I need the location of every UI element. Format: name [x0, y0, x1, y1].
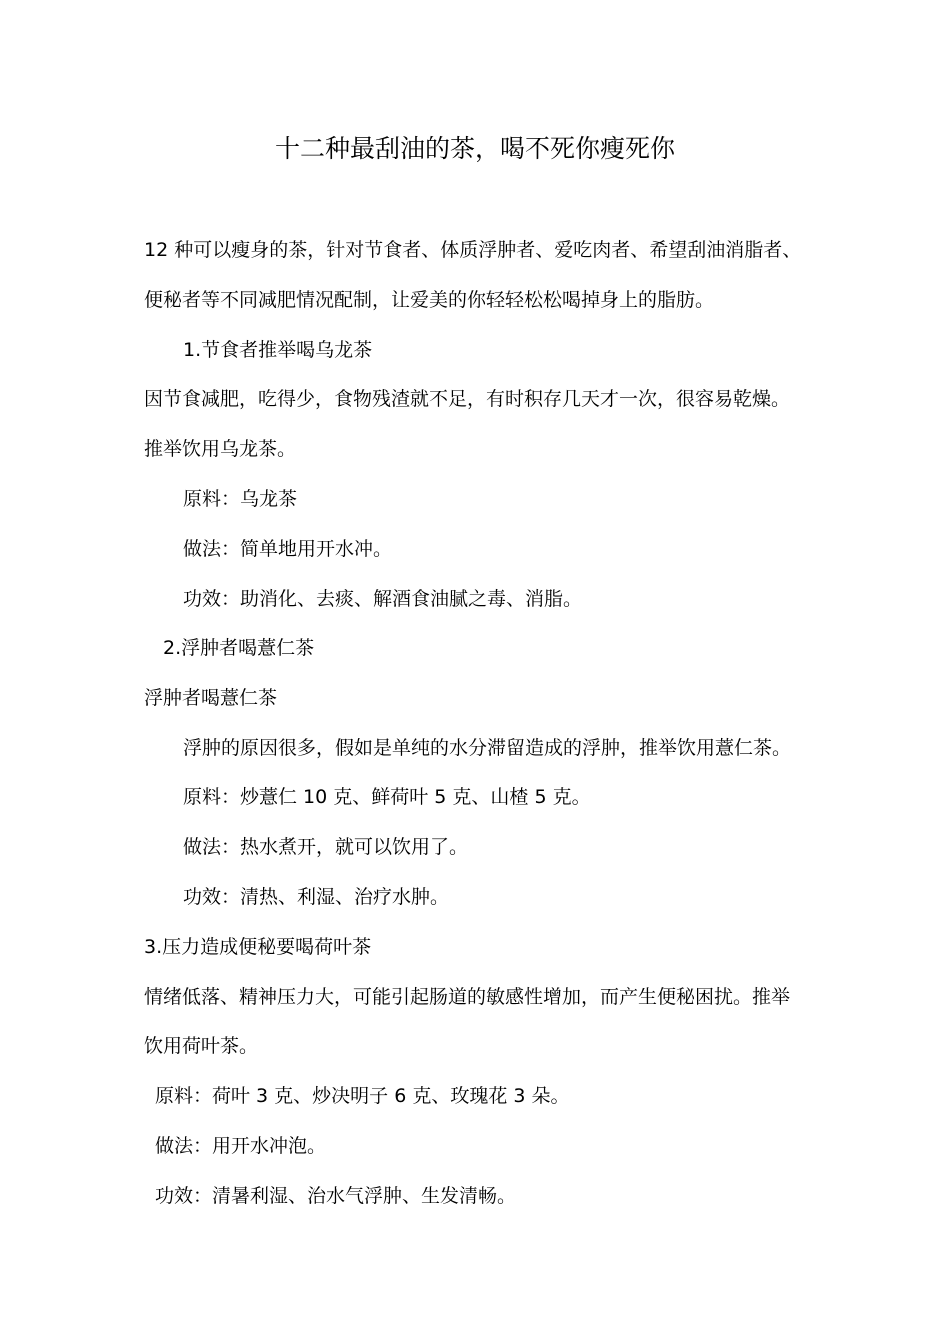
section3-method: 做法：用开水冲泡。 — [155, 1135, 327, 1157]
section2-subheading: 浮肿者喝薏仁茶 — [144, 687, 278, 709]
section3-ingredients: 原料：荷叶 3 克、炒决明子 6 克、玫瑰花 3 朵。 — [155, 1085, 570, 1107]
intro-line-1: 12 种可以瘦身的茶，针对节食者、体质浮肿者、爱吃肉者、希望刮油消脂者、 — [144, 239, 802, 261]
section3-desc-line-1: 情绪低落、精神压力大，可能引起肠道的敏感性增加，而产生便秘困扰。推举 — [144, 986, 791, 1008]
section1-desc-line-1: 因节食减肥，吃得少，食物残渣就不足，有时积存几天才一次，很容易乾燥。 — [144, 388, 791, 410]
section1-desc-line-2: 推举饮用乌龙茶。 — [144, 438, 297, 460]
intro-line-2: 便秘者等不同减肥情况配制，让爱美的你轻轻松松喝掉身上的脂肪。 — [144, 289, 715, 311]
section3-heading: 3.压力造成便秘要喝荷叶茶 — [144, 936, 372, 958]
section3-effect: 功效：清暑利湿、治水气浮肿、生发清畅。 — [155, 1185, 517, 1207]
section2-method: 做法：热水煮开，就可以饮用了。 — [183, 836, 469, 858]
section1-method: 做法：简单地用开水冲。 — [183, 538, 393, 560]
document-title: 十二种最刮油的茶，喝不死你瘦死你 — [274, 134, 675, 163]
section2-effect: 功效：清热、利湿、治疗水肿。 — [183, 886, 450, 908]
section2-ingredients: 原料：炒薏仁 10 克、鲜荷叶 5 克、山楂 5 克。 — [183, 786, 591, 808]
section2-desc: 浮肿的原因很多，假如是单纯的水分滞留造成的浮肿，推举饮用薏仁茶。 — [183, 737, 792, 759]
section1-effect: 功效：助消化、去痰、解酒食油腻之毒、消脂。 — [183, 588, 583, 610]
section3-desc-line-2: 饮用荷叶茶。 — [144, 1035, 259, 1057]
section1-heading: 1.节食者推举喝乌龙茶 — [183, 339, 373, 361]
section2-heading: 2.浮肿者喝薏仁茶 — [163, 637, 315, 659]
section1-ingredients: 原料：乌龙茶 — [183, 488, 298, 510]
